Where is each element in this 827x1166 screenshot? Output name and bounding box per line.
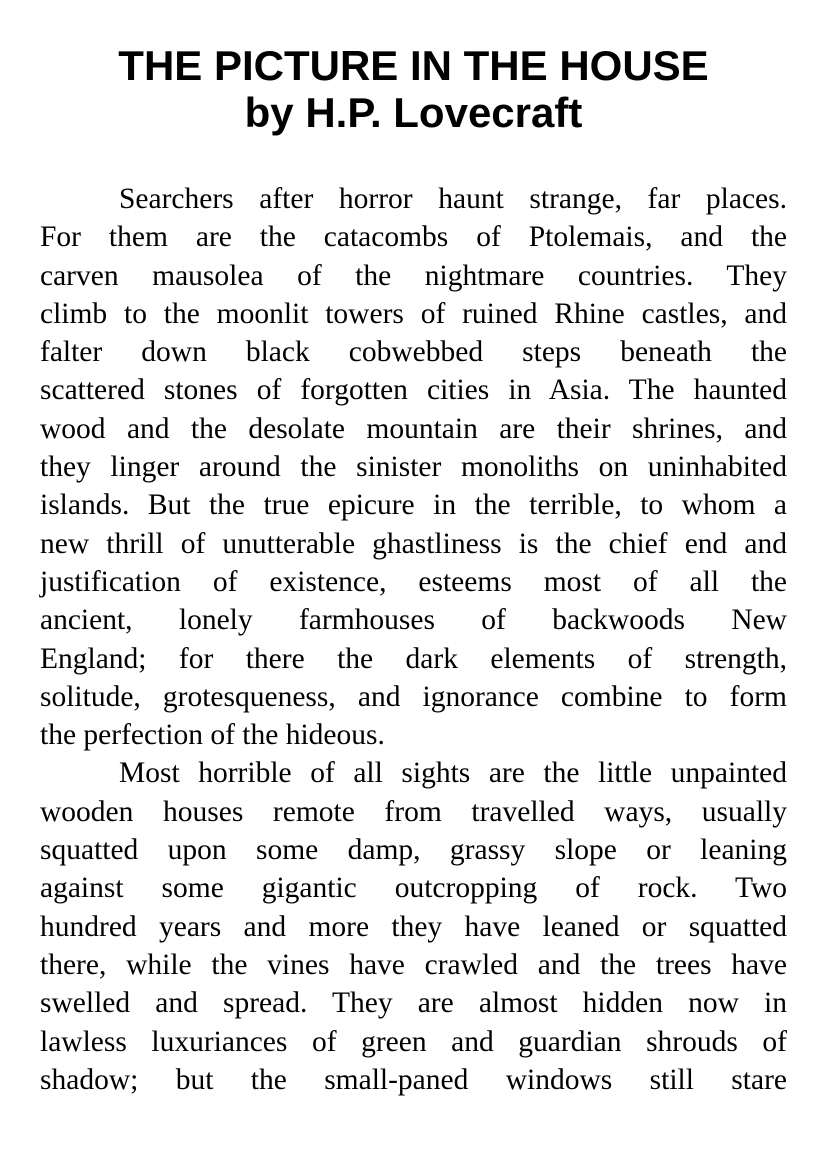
text-line: scattered stones of forgotten cities in Asia. The haunted (40, 374, 787, 407)
text-line: there, while the vines have crawled and the trees have (40, 948, 787, 981)
text-line: Searchers after horror haunt strange, far places. (119, 183, 787, 215)
story-title: THE PICTURE IN THE HOUSE (118, 42, 709, 89)
text-line: islands. But the true epicure in the terrible, to whom a (40, 489, 787, 522)
text-line: solitude, grotesqueness, and ignorance combine to form (40, 680, 787, 713)
text-line: climb to the moonlit towers of ruined Rhine castles, and (40, 297, 787, 330)
text-line: new thrill of unutterable ghastliness is the chief end and (40, 527, 787, 560)
text-line: carven mausolea of the nightmare countries. They (40, 259, 787, 292)
text-line: hundred years and more they have leaned or squatted (40, 910, 787, 943)
text-line: shadow; but the small-paned windows still stare (40, 1063, 787, 1096)
text-line: the perfection of the hideous. (40, 719, 385, 752)
page-title (0, 42, 827, 136)
text-line: Most horrible of all sights are the little unpainted (119, 757, 787, 790)
text-line: they linger around the sinister monoliths on uninhabited (40, 451, 787, 484)
text-line: ancient, lonely farmhouses of backwoods New (40, 604, 787, 637)
text-line: For them are the catacombs of Ptolemais, and the (40, 221, 787, 254)
story-body (40, 180, 787, 1099)
story-author: by H.P. Lovecraft (244, 89, 583, 136)
text-line: wooden houses remote from travelled ways, usually (40, 795, 787, 828)
text-line: against some gigantic outcropping of rock. Two (40, 872, 787, 905)
text-line: lawless luxuriances of green and guardian shrouds of (40, 1025, 787, 1058)
text-line: justification of existence, esteems most of all the (40, 565, 787, 598)
text-line: wood and the desolate mountain are their shrines, and (40, 412, 787, 445)
text-line: falter down black cobwebbed steps beneath the (40, 336, 787, 369)
text-line: swelled and spread. They are almost hidden now in (40, 987, 787, 1020)
text-line: squatted upon some damp, grassy slope or leaning (40, 834, 787, 867)
text-line: England; for there the dark elements of strength, (40, 642, 787, 675)
